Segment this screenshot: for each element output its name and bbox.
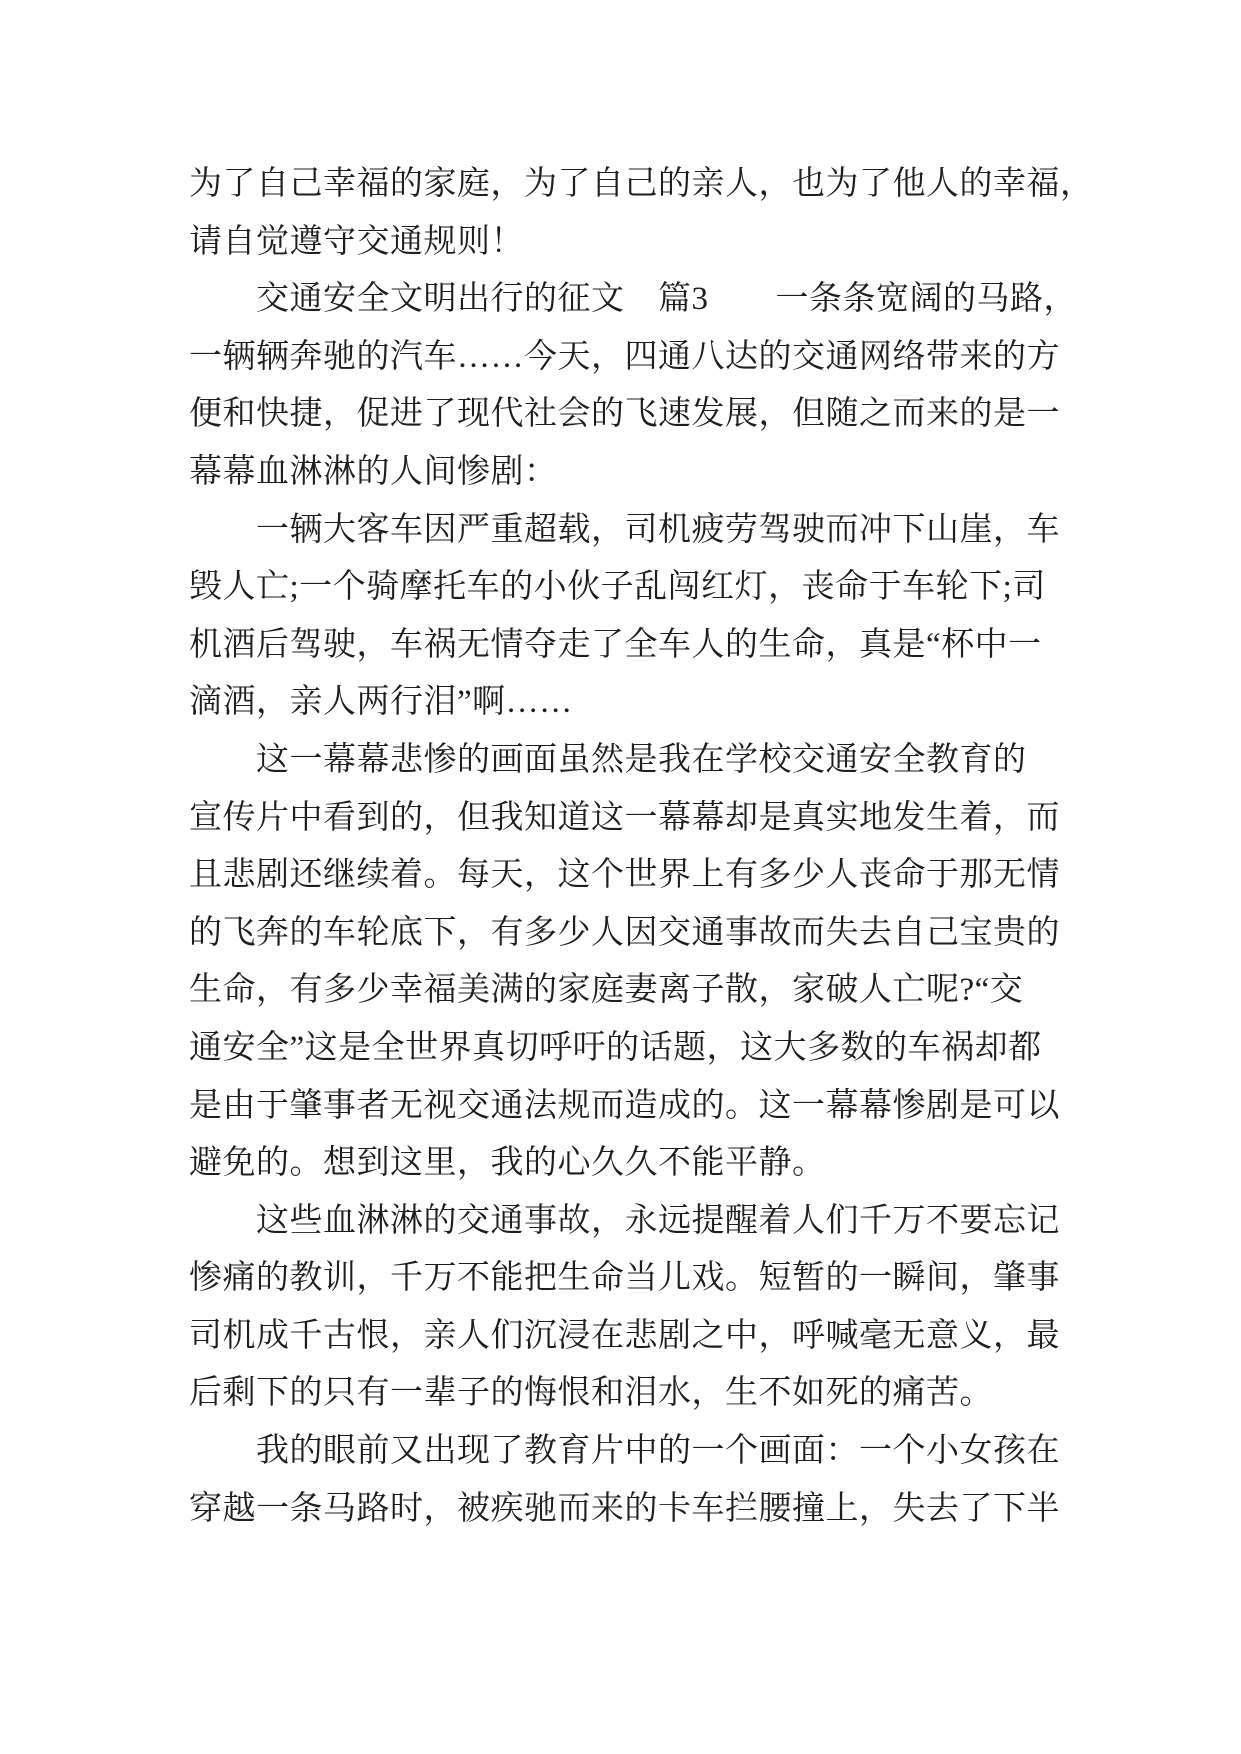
text-line: 生命，有多少幸福美满的家庭妻离子散，家破人亡呢?“交 — [189, 972, 1024, 1009]
text-line: 这一幕幕悲惨的画面虽然是我在学校交通安全教育的 — [256, 741, 1027, 778]
text-line: 是由于肇事者无视交通法规而造成的。这一幕幕惨剧是可以 — [189, 1087, 1060, 1124]
text-line: 司机成千古恨，亲人们沉浸在悲剧之中，呼喊毫无意义，最 — [189, 1317, 1060, 1354]
essay-text — [189, 156, 1094, 1538]
text-line: 一辆大客车因严重超载，司机疲劳驾驶而冲下山崖，车 — [256, 511, 1060, 548]
text-line: 避免的。想到这里，我的心久久不能平静。 — [189, 1145, 826, 1182]
text-line: 后剩下的只有一辈子的悔恨和泪水，生不如死的痛苦。 — [189, 1375, 993, 1412]
text-line: 请自觉遵守交通规则！ — [189, 223, 524, 260]
text-line: 的飞奔的车轮底下，有多少人因交通事故而失去自己宝贵的 — [189, 914, 1060, 951]
text-line: 机酒后驾驶，车祸无情夺走了全车人的生命，真是“杯中一 — [189, 626, 1042, 663]
text-line: 为了自己幸福的家庭，为了自己的亲人，也为了他人的幸福， — [189, 166, 1094, 202]
text-line-essay-title: 交通安全文明出行的征文 篇3 一条条宽阔的马路， — [256, 281, 1077, 318]
text-line: 滴酒，亲人两行泪”啊…… — [189, 684, 573, 721]
text-line: 惨痛的教训，千万不能把生命当儿戏。短暂的一瞬间，肇事 — [189, 1260, 1060, 1297]
text-line: 宣传片中看到的，但我知道这一幕幕却是真实地发生着，而 — [189, 799, 1060, 836]
text-line: 一辆辆奔驰的汽车……今天，四通八达的交通网络带来的方 — [189, 338, 1060, 375]
text-line: 毁人亡;一个骑摩托车的小伙子乱闯红灯，丧命于车轮下;司 — [189, 569, 1046, 606]
text-line: 幕幕血淋淋的人间惨剧： — [189, 453, 558, 490]
text-line: 且悲剧还继续着。每天，这个世界上有多少人丧命于那无情 — [189, 857, 1060, 894]
text-line: 便和快捷，促进了现代社会的飞速发展，但随之而来的是一 — [189, 396, 1060, 433]
text-line: 穿越一条马路时，被疾驰而来的卡车拦腰撞上，失去了下半 — [189, 1490, 1060, 1527]
text-line: 通安全”这是全世界真切呼吁的话题，这大多数的车祸却都 — [189, 1029, 1042, 1066]
text-line: 这些血淋淋的交通事故，永远提醒着人们千万不要忘记 — [256, 1202, 1060, 1239]
text-line: 我的眼前又出现了教育片中的一个画面：一个小女孩在 — [256, 1433, 1060, 1470]
